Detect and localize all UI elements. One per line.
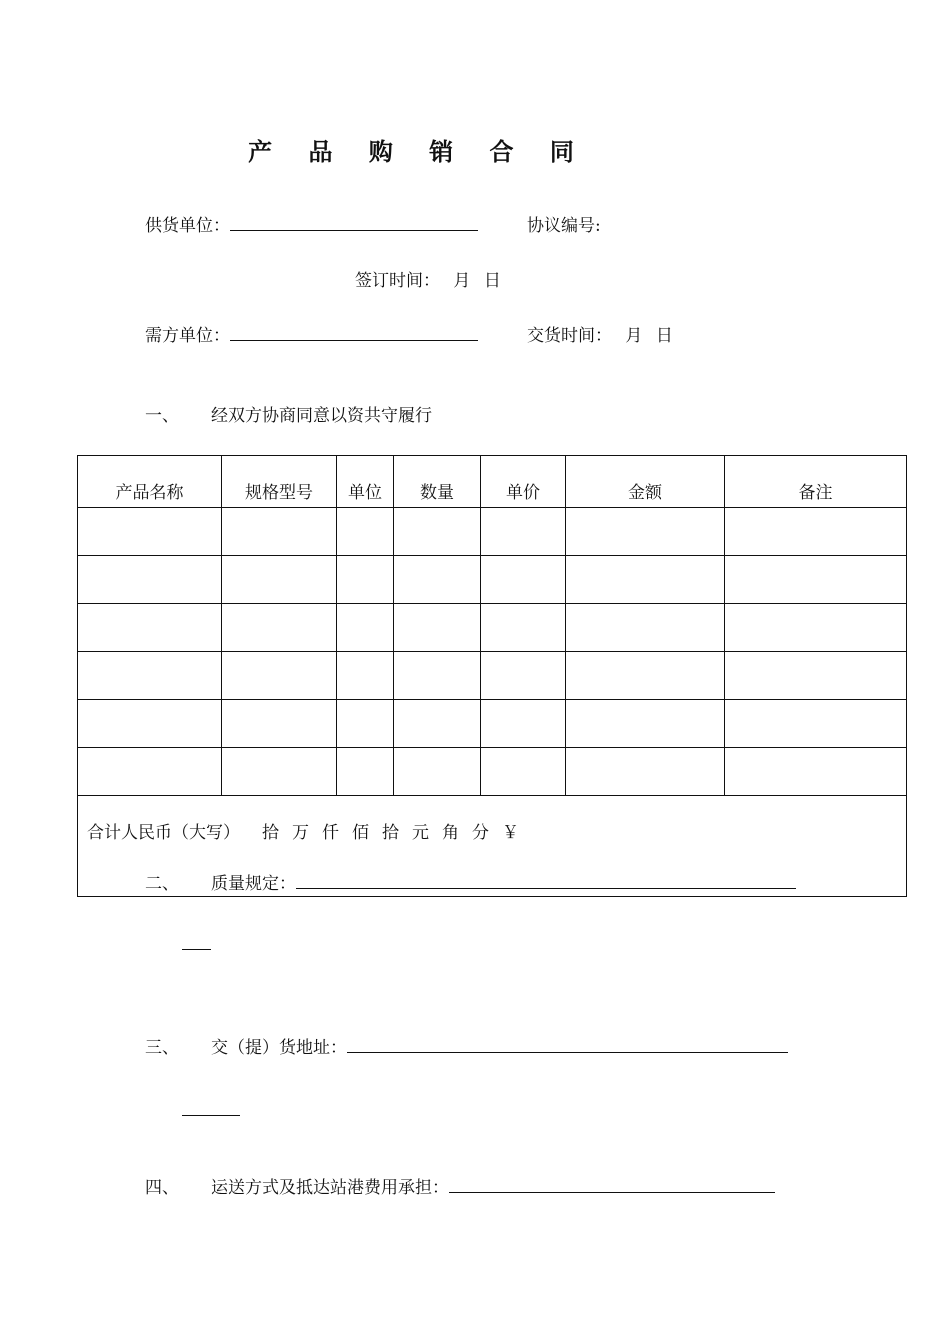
col-amount: 金额 [566, 456, 725, 508]
delivery-day: 日 [655, 326, 673, 346]
table-cell[interactable] [481, 508, 566, 556]
section-3-number: 三、 [145, 1038, 179, 1058]
table-cell[interactable] [337, 700, 394, 748]
table-cell[interactable] [566, 508, 725, 556]
total-unit: 万 [292, 823, 309, 843]
table-cell[interactable] [78, 748, 222, 796]
table-row [78, 748, 907, 796]
table-cell[interactable] [78, 700, 222, 748]
section-3-row [211, 1037, 788, 1059]
section-4-text: 运送方式及抵达站港费用承担： [211, 1178, 449, 1198]
table-cell[interactable] [394, 652, 481, 700]
table-cell[interactable] [566, 700, 725, 748]
buyer-row [145, 325, 478, 347]
delivery-month: 月 [625, 326, 643, 346]
total-unit: 拾 [262, 823, 279, 843]
sign-time-label: 签订时间： [355, 271, 440, 291]
col-spec-model: 规格型号 [222, 456, 337, 508]
table-row [78, 652, 907, 700]
table-cell[interactable] [481, 604, 566, 652]
table-cell[interactable] [337, 652, 394, 700]
buyer-field[interactable] [230, 326, 478, 341]
table-cell[interactable] [481, 556, 566, 604]
table-cell[interactable] [222, 700, 337, 748]
sign-time-row [355, 270, 501, 292]
table-cell[interactable] [566, 652, 725, 700]
buyer-label: 需方单位： [145, 326, 230, 346]
col-unit-price: 单价 [481, 456, 566, 508]
sign-month: 月 [453, 271, 471, 291]
supplier-field[interactable] [230, 216, 478, 231]
total-unit: 元 [412, 823, 429, 843]
table-cell[interactable] [725, 604, 907, 652]
table-cell[interactable] [566, 748, 725, 796]
table-cell[interactable] [566, 556, 725, 604]
table-cell[interactable] [394, 748, 481, 796]
table-row [78, 604, 907, 652]
quality-field-continuation[interactable] [182, 949, 211, 950]
col-quantity: 数量 [394, 456, 481, 508]
delivery-time-label: 交货时间： [527, 326, 612, 346]
table-cell[interactable] [725, 700, 907, 748]
total-label: 合计人民币（大写） [87, 823, 240, 843]
page-title: 产 品 购 销 合 同 [248, 137, 588, 166]
table-cell[interactable] [78, 556, 222, 604]
total-unit: 佰 [352, 823, 369, 843]
table-cell[interactable] [222, 748, 337, 796]
table-row [78, 700, 907, 748]
table-cell[interactable] [394, 508, 481, 556]
total-unit: 仟 [322, 823, 339, 843]
table-cell[interactable] [566, 604, 725, 652]
section-4-number: 四、 [145, 1178, 179, 1198]
delivery-address-field[interactable] [347, 1038, 788, 1053]
delivery-time-row [527, 325, 673, 347]
section-4-row [211, 1177, 775, 1199]
table-cell[interactable] [725, 652, 907, 700]
section-2-number: 二、 [145, 874, 179, 894]
table-cell[interactable] [481, 748, 566, 796]
total-unit: 角 [442, 823, 459, 843]
yuan-symbol: ￥ [502, 823, 519, 843]
sign-day: 日 [483, 271, 501, 291]
table-cell[interactable] [337, 604, 394, 652]
section-3-text: 交（提）货地址： [211, 1038, 347, 1058]
table-row [78, 556, 907, 604]
table-row [78, 508, 907, 556]
table-cell[interactable] [78, 652, 222, 700]
table-cell[interactable] [222, 508, 337, 556]
table-cell[interactable] [725, 748, 907, 796]
table-cell[interactable] [481, 700, 566, 748]
section-2-row [211, 873, 796, 895]
section-2-text: 质量规定： [211, 874, 296, 894]
table-cell[interactable] [222, 556, 337, 604]
col-unit: 单位 [337, 456, 394, 508]
agreement-no-label: 协议编号: [527, 216, 601, 236]
shipping-cost-field[interactable] [449, 1178, 775, 1193]
table-cell[interactable] [725, 508, 907, 556]
table-cell[interactable] [337, 556, 394, 604]
table-cell[interactable] [337, 748, 394, 796]
section-1-text: 经双方协商同意以资共守履行 [211, 406, 432, 426]
table-header-row [78, 456, 907, 508]
table-cell[interactable] [222, 652, 337, 700]
table-cell[interactable] [481, 652, 566, 700]
table-cell[interactable] [394, 556, 481, 604]
total-unit: 拾 [382, 823, 399, 843]
section-1-number: 一、 [145, 406, 179, 426]
table-cell[interactable] [394, 604, 481, 652]
table-cell[interactable] [78, 604, 222, 652]
supplier-row [145, 215, 478, 237]
delivery-address-field-continuation[interactable] [182, 1115, 240, 1116]
col-product-name: 产品名称 [78, 456, 222, 508]
quality-field[interactable] [296, 874, 796, 889]
table-cell[interactable] [337, 508, 394, 556]
table-cell[interactable] [394, 700, 481, 748]
table-cell[interactable] [222, 604, 337, 652]
table-cell[interactable] [725, 556, 907, 604]
col-remarks: 备注 [725, 456, 907, 508]
total-unit: 分 [472, 823, 489, 843]
product-table [77, 455, 907, 897]
table-cell[interactable] [78, 508, 222, 556]
supplier-label: 供货单位： [145, 216, 230, 236]
